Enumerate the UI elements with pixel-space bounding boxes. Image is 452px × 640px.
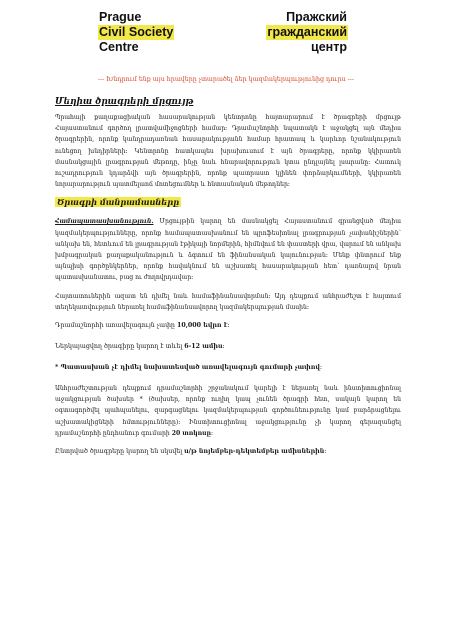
eligibility-lead: Համապատասխանություն. xyxy=(55,218,154,226)
logo-row-3 xyxy=(98,40,348,55)
logo-text-en: Prague xyxy=(99,10,142,24)
logo-row-1 xyxy=(98,10,348,25)
logo-text-ru: гражданский xyxy=(267,25,347,39)
logo-row-2 xyxy=(98,25,348,40)
start-date-line xyxy=(55,446,401,457)
document-body xyxy=(55,97,401,467)
grant-size-line xyxy=(55,320,401,331)
duration-value: 6-12 ամիս։ xyxy=(184,343,225,351)
organization-logo xyxy=(98,10,348,55)
eligibility-text: Մրցույթին կարող են մասնակցել Հայաստանում գրանցված մեդիա կազմակերպությունները, որոնք համապատասխանում են պրոֆեսիոնալ լրագրության չափանիշներին՝ անկախ են, հետևում են լրագրության էթիկայի նորմերին, հիմնվում են փաստերի վրա, վարում են անկախ խմբագրական քաղաքականություն և ձգտում են ֆինանսական կայունության։ Մենք փնտրում ենք այնպիսի գործընկերներ, որոնք հավակնում են աշխատել հասարակության հետ՝ դառնալով նրան պատասխանատու, բաց ու ժողովրդավար։ xyxy=(55,218,401,282)
confidentiality-notice: --- Խնդրում ենք այս հրավերը չտարածել ձեր կազմակերպությունից դուրս --- xyxy=(97,76,355,83)
institutional-support-paragraph xyxy=(55,383,401,439)
section-heading-program-details xyxy=(55,197,401,207)
start-date-value: ս/թ նոյեմբեր-դեկտեմբեր ամիսներին։ xyxy=(184,448,327,456)
institutional-support-text: Անհրաժեշտության դեպքում դրամաշնորհի շրջանակում կարելի է ներառել նաև ինստիտուցիոնալ աջակցության ծախսեր * (ծախսեր, որոնք ուղիղ կապ չունեն ծրագրի հետ, սակայն կարող են օգտագործվել պահպանելու, զարգացնելու կազմակերպության գործունեությունը կամ բարձրացնելու աշխատակիցների հմտությունները)։ Ինստիտուցիոնալ աջակցությունը չի կարող գերազանցել դրամաշնորհի ընդհանուր գումարի xyxy=(55,385,401,437)
logo-text-ru: центр xyxy=(311,40,347,54)
grant-size-text: Դրամաշնորհի առավելագույն չափը xyxy=(55,322,177,330)
section-heading-media-competition: Մեղիա ծրագրերի մրցույթ xyxy=(55,97,194,107)
logo-text-en: Civil Society xyxy=(99,25,174,39)
eligibility-paragraph xyxy=(55,216,401,283)
intro-paragraph: Պրահայի քաղաքացիական հասարակության կենտրոնը հայտարարում է ծրագրերի մրցույթ Հայաստանում գործող լրատվամիջոցների համար։ Դրամաշնորհի նպատակն է աջակցել այն մեդիա ծրագրերին, որոնք կանդրադառնան հասարակությանն համար հրատապ և կարևոր նշանակություն ունեցող խնդիրների։ Կենտրոնը հատկապես խրախուսում է այն ծրագրերը, որոնք կկիրառեն մասնակցային լրագրության մեթոդը, ինչը նաև հնարավորություն կտա ընդլայնել լսարանը։ Հատուկ ուշադրություն կդարձվի այն ծրագրերին, որոնք պատրաստ կլինեն փորձարկումների, կկիրառեն նորարարություն պատմելաոճ մոտեցումներ և հնտասնական մեթոդներ։ xyxy=(55,114,401,189)
logo-text-en: Centre xyxy=(99,40,139,54)
grant-size-value: 10,000 եվրո է։ xyxy=(176,322,230,330)
duration-text: Ներկայացվող ծրագիրը կարող է տևել xyxy=(55,343,185,351)
cofunding-paragraph: Հայտատուներին ազատ են դիմել նաև համաֆինանսավորման։ Այդ դեպքում անհրաժեշտ է հայտում տեղեկատվություն ներառել համաֆինանսավորող կազմակերպության մասին։ xyxy=(55,292,401,311)
duration-line xyxy=(55,341,401,352)
start-date-text: Ընտրված ծրագրերը կարող են սկսվել xyxy=(55,448,185,456)
note-line: * Պատասխան չէ դիմել նախատեսված առավելագույն գումարի չափով։ xyxy=(55,364,323,372)
logo-text-ru: Пражский xyxy=(286,10,347,24)
institutional-support-value: 20 տոկոսը։ xyxy=(171,429,214,437)
highlighted-heading: Ծրագրի մանրամասները xyxy=(57,197,180,208)
